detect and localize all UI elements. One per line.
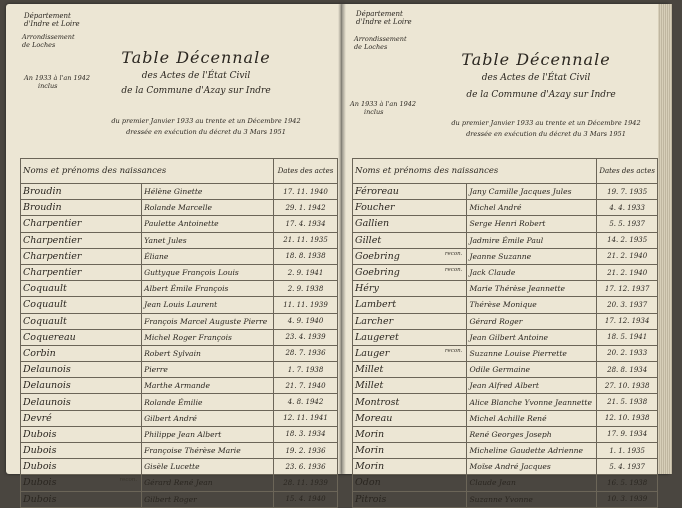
table-row [353,264,658,280]
table-row [353,426,658,442]
table-row [21,297,338,313]
table-row [353,281,658,297]
surname: Dubois [23,445,57,457]
table-row [21,378,338,394]
given-names: Micheline Gaudette Adrienne [467,443,597,459]
table-row [353,491,658,507]
table-row [353,443,658,459]
act-date: 18. 5. 1941 [597,329,658,345]
act-date: 21. 11. 1935 [274,232,338,248]
surname-cell [353,475,467,491]
act-date: 20. 3. 1937 [597,297,658,313]
surname: Broudin [23,186,62,198]
surname-cell [21,491,142,507]
table-row [353,329,658,345]
surname-cell [21,443,142,459]
surname-cell [353,394,467,410]
act-date: 21. 7. 1940 [274,378,338,394]
act-date: 4. 4. 1933 [597,200,658,216]
subtitle-commune: de la Commune d'Azay sur Indre [466,90,616,100]
surname: Dubois [23,461,57,473]
table-row [21,216,338,232]
surname: Montrost [355,396,400,408]
act-date: 21. 5. 1938 [597,394,658,410]
table-row [21,394,338,410]
surname: Charpentier [23,267,82,279]
given-names: Françoise Thérèse Marie [142,443,274,459]
surname: Foucher [355,202,395,214]
surname-cell [353,362,467,378]
surname: Charpentier [23,218,82,230]
surname-cell [353,232,467,248]
surname: Corbin [23,347,56,359]
surname-cell [21,345,142,361]
recognition-note: recon. [119,477,138,484]
table-row [353,394,658,410]
page-title: Table Décennale [121,48,271,67]
given-names: François Marcel Auguste Pierre [142,313,274,329]
given-names: Philippe Jean Albert [142,426,274,442]
surname-cell [353,297,467,313]
act-date: 14. 2. 1935 [597,232,658,248]
surname-cell [353,491,467,507]
given-names: Serge Henri Robert [467,216,597,232]
surname-cell [21,216,142,232]
table-row [21,475,338,491]
table-row [21,232,338,248]
given-names: Pierre [142,362,274,378]
left-page [6,4,342,505]
given-names: Marthe Armande [142,378,274,394]
surname: Lauger [355,347,390,359]
table-row [353,345,658,361]
act-date: 17. 4. 1934 [274,216,338,232]
given-names: Gisèle Lucette [142,459,274,475]
table-row [353,297,658,313]
arrondissement-line: de Loches [354,42,388,51]
table-row [353,248,658,264]
surname: Charpentier [23,234,82,246]
surname-cell [353,313,467,329]
table-row [353,378,658,394]
given-names: Gérard Roger [467,313,597,329]
given-names: Guttyque François Louis [142,264,274,280]
table-row [353,232,658,248]
dates-header: Dates des actes [274,159,338,184]
surname: Pitrois [355,493,387,505]
table-row [21,184,338,200]
given-names: Michel Roger François [142,329,274,345]
page-title: Table Décennale [461,50,611,69]
act-date: 21. 2. 1940 [597,248,658,264]
subtitle-acts: des Actes de l'État Civil [141,71,251,81]
act-date: 27. 10. 1938 [597,378,658,394]
subtitle-acts: des Actes de l'État Civil [481,73,591,83]
act-date: 17. 11. 1940 [274,184,338,200]
given-names: Gilbert André [142,410,274,426]
surname: Gillet [355,234,382,246]
given-names: Suzanne Yvonne [467,491,597,507]
arrondissement-line: Arrondissement [354,35,407,43]
given-names: Yanet Jules [142,232,274,248]
subtitle-commune: de la Commune d'Azay sur Indre [121,86,271,96]
surname: Morin [355,428,385,440]
surname-cell [353,378,467,394]
years-line: inclus [38,82,58,90]
given-names: Jean Gilbert Antoine [467,329,597,345]
surname-cell [353,345,467,361]
recognition-note: recon. [444,347,463,354]
names-header: Noms et prénoms des naissances [21,159,274,184]
surname-cell [353,426,467,442]
given-names: Thérèse Monique [467,297,597,313]
table-row [353,216,658,232]
act-date: 19. 2. 1936 [274,443,338,459]
surname-cell [353,459,467,475]
years-label [24,74,90,90]
years-line: An 1933 à l'an 1942 [350,100,417,108]
act-date: 1. 7. 1938 [274,362,338,378]
surname: Dubois [23,428,57,440]
act-date: 17. 12. 1934 [597,313,658,329]
births-table-left [20,158,338,508]
surname: Delaunois [23,396,71,408]
table-row [21,426,338,442]
table-row [21,248,338,264]
surname-cell [21,410,142,426]
given-names: Robert Sylvain [142,345,274,361]
given-names: Jany Camille Jacques Jules [467,184,597,200]
department-line: Département [24,12,71,20]
surname: Héry [355,283,379,295]
given-names: Hélène Ginette [142,184,274,200]
given-names: Jean Alfred Albert [467,378,597,394]
surname-cell [353,216,467,232]
table-row [353,184,658,200]
given-names: Suzanne Louise Pierrette [467,345,597,361]
table-row [353,200,658,216]
surname-cell [21,297,142,313]
names-header: Noms et prénoms des naissances [353,159,597,184]
arrondissement-line: Arrondissement [22,33,75,41]
given-names: Gérard René Jean [142,475,274,491]
years-label [350,100,416,116]
surname: Dubois [23,493,57,505]
surname: Gallien [355,218,390,230]
surname-cell [21,362,142,378]
act-date: 5. 4. 1937 [597,459,658,475]
table-header-row [21,159,338,184]
surname-cell [21,313,142,329]
surname: Coquereau [23,331,76,343]
given-names: Jean Louis Laurent [142,297,274,313]
given-names: Albert Émile François [142,281,274,297]
surname-cell [353,264,467,280]
act-date: 2. 9. 1941 [274,264,338,280]
act-date: 17. 12. 1937 [597,281,658,297]
act-date: 23. 4. 1939 [274,329,338,345]
surname: Morin [355,445,385,457]
surname-cell [353,248,467,264]
surname-cell [353,410,467,426]
table-row [353,362,658,378]
surname-cell [353,184,467,200]
surname-cell [21,394,142,410]
table-row [21,459,338,475]
births-table-right [352,158,658,508]
table-row [21,362,338,378]
given-names: Jack Claude [467,264,597,280]
years-line: inclus [364,108,384,116]
arrondissement-line: de Loches [22,40,56,49]
surname: Goebring [355,267,400,279]
given-names: Jadmire Émile Paul [467,232,597,248]
act-date: 18. 3. 1934 [274,426,338,442]
decree-line: dressée en exécution du décret du 3 Mars 1951 [126,128,286,136]
table-row [21,281,338,297]
given-names: Paulette Antoinette [142,216,274,232]
act-date: 20. 2. 1933 [597,345,658,361]
act-date: 29. 1. 1942 [274,200,338,216]
surname: Delaunois [23,364,71,376]
surname-cell [21,329,142,345]
surname: Charpentier [23,250,82,262]
act-date: 11. 11. 1939 [274,297,338,313]
surname: Laugeret [355,331,399,343]
act-date: 21. 2. 1940 [597,264,658,280]
table-row [353,475,658,491]
surname: Dubois [23,477,57,489]
surname: Coquault [23,315,67,327]
right-page [342,4,670,505]
act-date: 10. 3. 1939 [597,491,658,507]
act-date: 28. 11. 1939 [274,475,338,491]
act-date: 2. 9. 1938 [274,281,338,297]
act-date: 12. 11. 1941 [274,410,338,426]
given-names: Rolande Émilie [142,394,274,410]
surname-cell [21,378,142,394]
act-date: 17. 9. 1934 [597,426,658,442]
department-line: Département [356,10,403,18]
department-label [24,12,104,28]
page-edges [658,4,672,474]
act-date: 19. 7. 1935 [597,184,658,200]
surname-cell [21,184,142,200]
surname: Millet [355,364,384,376]
surname: Delaunois [23,380,71,392]
given-names: Rolande Marcelle [142,200,274,216]
surname-cell [21,475,142,491]
table-row [21,313,338,329]
surname: Broudin [23,202,62,214]
surname: Devré [23,412,52,424]
table-row [21,200,338,216]
act-date: 16. 5. 1938 [597,475,658,491]
given-names: Michel André [467,200,597,216]
decree-line: dressée en exécution du décret du 3 Mars 1951 [466,130,626,138]
years-line: An 1933 à l'an 1942 [24,74,91,82]
table-row [21,410,338,426]
surname-cell [21,459,142,475]
given-names: Odile Germaine [467,362,597,378]
act-date: 4. 9. 1940 [274,313,338,329]
surname: Larcher [355,315,394,327]
table-row [353,459,658,475]
surname: Goebring [355,250,400,262]
table-row [21,491,338,507]
surname: Morin [355,461,385,473]
surname: Millet [355,380,384,392]
table-row [21,264,338,280]
surname-cell [353,443,467,459]
period-line: du premier Janvier 1933 au trente et un Décembre 1942 [111,117,301,125]
act-date: 12. 10. 1938 [597,410,658,426]
arrondissement-label [22,34,92,49]
table-row [353,410,658,426]
act-date: 5. 5. 1937 [597,216,658,232]
register-spread [6,4,674,505]
given-names: Gilbert Roger [142,491,274,507]
surname-cell [21,200,142,216]
given-names: Éliane [142,248,274,264]
act-date: 28. 7. 1936 [274,345,338,361]
surname-cell [21,426,142,442]
arrondissement-label [354,36,424,51]
department-line: d'Indre et Loire [356,18,412,26]
given-names: Jeanne Suzanne [467,248,597,264]
given-names: Moïse André Jacques [467,459,597,475]
given-names: Claude Jean [467,475,597,491]
table-row [21,329,338,345]
act-date: 1. 1. 1935 [597,443,658,459]
department-line: d'Indre et Loire [24,20,80,28]
table-row [21,443,338,459]
table-row [353,313,658,329]
department-label [356,10,436,26]
surname-cell [21,281,142,297]
surname: Odon [355,477,381,489]
book-gutter [338,4,346,474]
dates-header: Dates des actes [597,159,658,184]
period-line: du premier Janvier 1933 au trente et un Décembre 1942 [451,119,641,127]
given-names: Michel Achille René [467,410,597,426]
surname: Lambert [355,299,397,311]
act-date: 18. 8. 1938 [274,248,338,264]
recognition-note: recon. [444,250,463,257]
surname-cell [21,264,142,280]
recognition-note: recon. [444,267,463,274]
surname: Coquault [23,299,67,311]
given-names: Marie Thérèse Jeannette [467,281,597,297]
table-row [21,345,338,361]
surname-cell [353,200,467,216]
given-names: René Georges Joseph [467,426,597,442]
surname-cell [353,329,467,345]
surname-cell [21,232,142,248]
act-date: 4. 8. 1942 [274,394,338,410]
table-header-row [353,159,658,184]
surname-cell [21,248,142,264]
act-date: 15. 4. 1940 [274,491,338,507]
surname: Coquault [23,283,67,295]
given-names: Alice Blanche Yvonne Jeannette [467,394,597,410]
surname: Féroreau [355,186,399,198]
act-date: 28. 8. 1934 [597,362,658,378]
act-date: 23. 6. 1936 [274,459,338,475]
surname-cell [353,281,467,297]
surname: Moreau [355,412,393,424]
